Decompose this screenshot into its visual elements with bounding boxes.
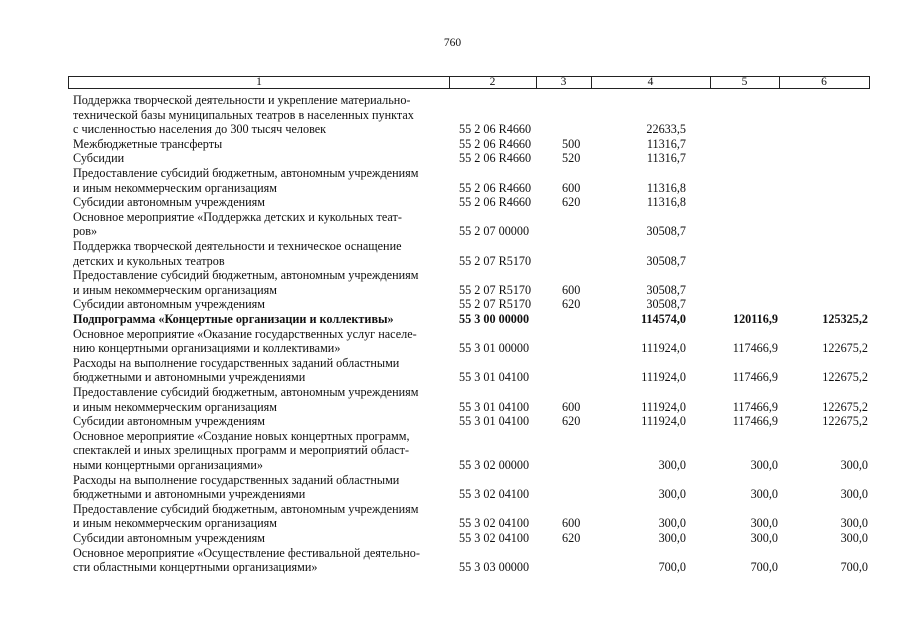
row-description	[73, 137, 443, 152]
description-line: Субсидии	[73, 151, 125, 166]
row-code: 55 2 07 R5170	[459, 297, 532, 312]
row-code: 55 2 07 00000	[459, 224, 530, 239]
description-line: ров»	[73, 224, 98, 239]
description-line: Расходы на выполнение государственных заданий областными	[73, 355, 400, 370]
description-line: Субсидии автономным учреждениям	[73, 414, 265, 429]
row-value-2021: 300,0	[840, 487, 868, 502]
row-code: 55 3 01 00000	[459, 341, 530, 356]
row-value-2019: 11316,8	[646, 195, 686, 210]
row-code: 55 3 01 04100	[459, 399, 530, 414]
row-value-2020: 117466,9	[732, 414, 778, 429]
description-line: с численностью населения до 300 тысяч человек	[73, 122, 327, 137]
row-description	[73, 195, 443, 210]
row-value-2020: 700,0	[750, 560, 778, 575]
row-code: 55 3 01 04100	[459, 370, 530, 385]
description-line: и иным некоммерческим организациям	[73, 516, 277, 531]
description-line: Поддержка творческой деятельности и техническое оснащение	[73, 239, 402, 253]
row-value-2019: 111924,0	[641, 370, 686, 385]
table-header	[68, 76, 870, 89]
row-expense-type: 620	[562, 195, 581, 210]
table-row	[0, 137, 905, 152]
row-expense-type: 500	[562, 136, 581, 151]
row-expense-type: 600	[562, 399, 581, 414]
row-code: 55 2 06 R4660	[459, 195, 532, 210]
row-expense-type: 600	[562, 516, 581, 531]
row-description	[73, 414, 443, 429]
row-value-2020: 117466,9	[732, 370, 778, 385]
row-value-2019: 300,0	[658, 487, 686, 502]
description-line: сти областными концертными организациями»	[73, 560, 318, 575]
row-value-2019: 30508,7	[646, 297, 686, 312]
row-expense-type: 600	[562, 180, 581, 195]
row-value-2019: 11316,7	[646, 151, 686, 166]
row-code: 55 2 06 R4660	[459, 122, 532, 137]
row-value-2020: 300,0	[750, 516, 778, 531]
description-line: Предоставление субсидий бюджетным, автономным учреждениям	[73, 166, 419, 180]
header-col-5: 5	[741, 76, 748, 88]
row-expense-type: 520	[562, 151, 581, 166]
row-code: 55 2 06 R4660	[459, 180, 532, 195]
row-description	[73, 473, 443, 502]
description-line: Поддержка творческой деятельности и укрепление материально-	[73, 93, 411, 107]
row-value-2019: 700,0	[658, 560, 686, 575]
table-row	[0, 414, 905, 429]
row-value-2021: 300,0	[840, 457, 868, 472]
row-value-2021: 122675,2	[822, 370, 868, 385]
table-row	[0, 473, 905, 502]
row-code: 55 3 02 04100	[459, 487, 530, 502]
description-line: Подпрограмма «Концертные организации и коллективы»	[73, 312, 394, 326]
row-description	[73, 297, 443, 312]
table-row	[0, 195, 905, 210]
description-line: Субсидии автономным учреждениям	[73, 297, 265, 312]
row-description	[73, 502, 443, 531]
row-description	[73, 385, 443, 414]
table-row	[0, 239, 905, 268]
table-row	[0, 210, 905, 239]
row-description	[73, 239, 443, 268]
table-row	[0, 531, 905, 546]
description-line: Основное мероприятие «Осуществление фестивальной деятельно-	[73, 545, 420, 560]
row-description	[73, 268, 443, 297]
row-value-2019: 30508,7	[646, 224, 686, 239]
row-value-2019: 30508,7	[646, 253, 686, 268]
table-row	[0, 385, 905, 414]
row-description	[73, 151, 443, 166]
description-line: Межбюджетные трансферты	[73, 136, 223, 151]
table-row	[0, 151, 905, 166]
row-description	[73, 93, 443, 137]
table-row	[0, 546, 905, 575]
header-col-4: 4	[647, 76, 654, 88]
description-line: детских и кукольных театров	[73, 253, 225, 268]
row-value-2020: 120116,9	[732, 312, 778, 326]
table-row	[0, 297, 905, 312]
table-row	[0, 356, 905, 385]
row-value-2021: 122675,2	[822, 414, 868, 429]
description-line: Основное мероприятие «Поддержка детских и кукольных теат-	[73, 209, 402, 224]
row-value-2021: 122675,2	[822, 399, 868, 414]
table-row	[0, 312, 905, 327]
description-line: Основное мероприятие «Создание новых концертных программ,	[73, 428, 410, 443]
row-value-2020: 117466,9	[732, 399, 778, 414]
description-line: ными концертными организациями»	[73, 457, 263, 472]
table-row	[0, 93, 905, 137]
row-value-2020: 300,0	[750, 457, 778, 472]
row-description	[73, 312, 443, 327]
row-value-2019: 30508,7	[646, 282, 686, 297]
description-line: Расходы на выполнение государственных заданий областными	[73, 472, 400, 487]
table-row	[0, 429, 905, 473]
row-value-2019: 22633,5	[646, 122, 686, 137]
header-col-3: 3	[560, 76, 567, 88]
description-line: бюджетными и автономными учреждениями	[73, 487, 306, 502]
row-value-2019: 114574,0	[640, 312, 686, 326]
header-col-2: 2	[489, 76, 496, 88]
table-row	[0, 327, 905, 356]
row-description	[73, 531, 443, 546]
row-expense-type: 600	[562, 282, 581, 297]
description-line: технической базы муниципальных театров в населенных пунктах	[73, 107, 414, 122]
row-value-2021: 700,0	[840, 560, 868, 575]
row-value-2021: 122675,2	[822, 341, 868, 356]
description-line: Предоставление субсидий бюджетным, автономным учреждениям	[73, 385, 419, 399]
row-value-2020: 300,0	[750, 487, 778, 502]
description-line: Предоставление субсидий бюджетным, автономным учреждениям	[73, 501, 419, 516]
row-description	[73, 210, 443, 239]
row-value-2020: 117466,9	[732, 341, 778, 356]
row-code: 55 2 07 R5170	[459, 253, 532, 268]
row-expense-type: 620	[562, 414, 581, 429]
row-description	[73, 166, 443, 195]
table-row	[0, 502, 905, 531]
description-line: нию концертными организациями и коллективами»	[73, 341, 341, 356]
description-line: и иным некоммерческим организациям	[73, 180, 277, 195]
description-line: и иным некоммерческим организациям	[73, 282, 277, 297]
description-line: и иным некоммерческим организациям	[73, 399, 277, 414]
row-value-2021: 300,0	[840, 531, 868, 545]
row-value-2021: 300,0	[840, 516, 868, 531]
description-line: Субсидии автономным учреждениям	[73, 531, 265, 545]
row-code: 55 2 07 R5170	[459, 282, 532, 297]
header-col-6: 6	[821, 76, 827, 88]
description-line: Предоставление субсидий бюджетным, автономным учреждениям	[73, 268, 419, 283]
row-description	[73, 546, 443, 575]
row-code: 55 3 02 04100	[459, 516, 530, 531]
row-code: 55 2 06 R4660	[459, 151, 532, 166]
row-code: 55 3 02 04100	[459, 531, 530, 545]
row-value-2019: 300,0	[658, 516, 686, 531]
row-value-2021: 125325,2	[822, 312, 868, 326]
row-value-2019: 111924,0	[641, 341, 686, 356]
header-col-1: 1	[256, 76, 262, 88]
row-description	[73, 327, 443, 356]
row-description	[73, 356, 443, 385]
row-code: 55 2 06 R4660	[459, 136, 532, 151]
row-code: 55 3 01 04100	[459, 414, 530, 429]
row-value-2019: 300,0	[658, 457, 686, 472]
row-value-2019: 11316,7	[646, 136, 686, 151]
description-line: Основное мероприятие «Оказание государственных услуг населе-	[73, 326, 417, 341]
row-value-2020: 300,0	[750, 531, 778, 545]
row-code: 55 3 03 00000	[459, 560, 530, 575]
row-code: 55 3 02 00000	[459, 457, 530, 472]
row-description	[73, 429, 443, 473]
row-value-2019: 300,0	[658, 531, 686, 545]
table-row	[0, 166, 905, 195]
table-row	[0, 268, 905, 297]
row-value-2019: 111924,0	[641, 414, 686, 429]
description-line: спектаклей и иных зрелищных программ и мероприятий област-	[73, 443, 410, 458]
description-line: Субсидии автономным учреждениям	[73, 195, 265, 210]
row-value-2019: 11316,8	[646, 180, 686, 195]
row-value-2019: 111924,0	[641, 399, 686, 414]
row-expense-type: 620	[562, 531, 581, 545]
page-number: 760	[443, 37, 462, 49]
row-code: 55 3 00 00000	[459, 312, 530, 326]
row-expense-type: 620	[562, 297, 581, 312]
description-line: бюджетными и автономными учреждениями	[73, 370, 306, 385]
